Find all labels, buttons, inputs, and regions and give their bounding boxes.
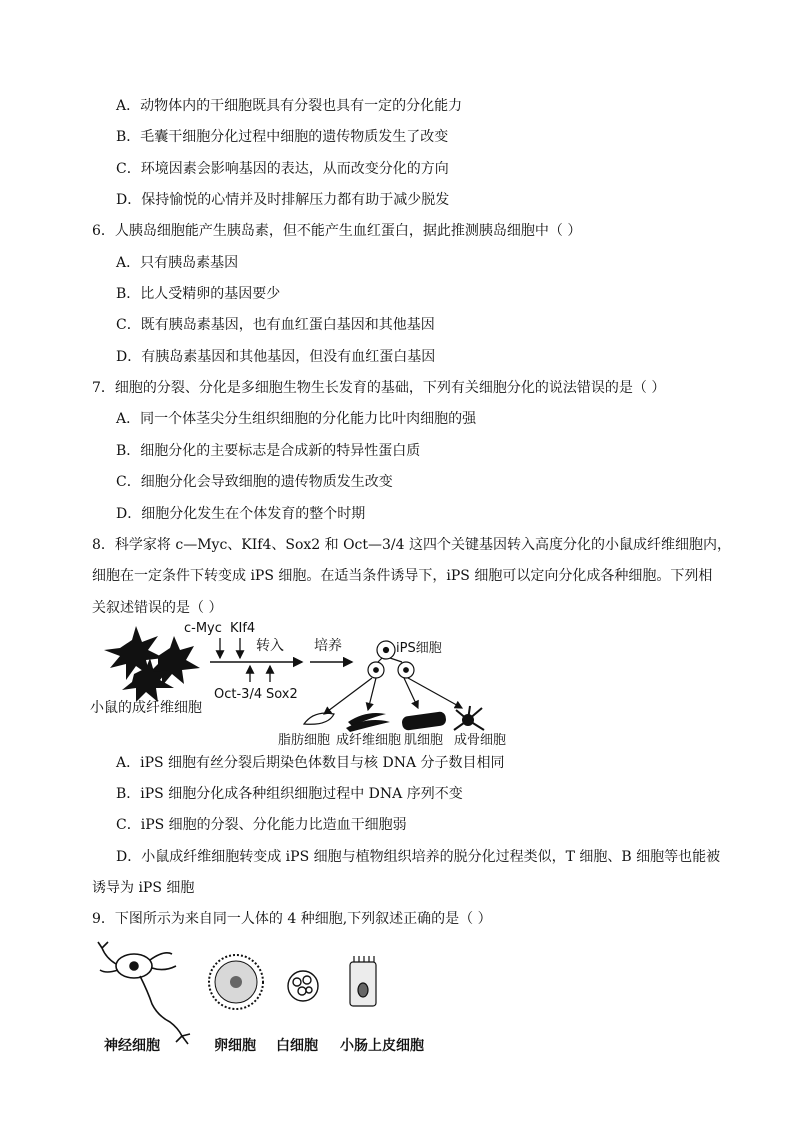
q8-option-d: D．小鼠成纤维细胞转变成 iPS 细胞与植物组织培养的脱分化过程类似，T 细胞、B 细胞等也能被 — [116, 849, 721, 865]
white-blood-cell-image — [288, 971, 318, 1001]
q9-stem: 9．下图所示为来自同一人体的 4 种细胞,下列叙述正确的是（ ） — [92, 911, 492, 927]
q7-option-d: D．细胞分化发生在个体发育的整个时期 — [116, 506, 366, 522]
q8-stem-line-2: 细胞在一定条件下转变成 iPS 细胞。在适当条件诱导下，iPS 细胞可以定向分化成各种细胞。下列相 — [92, 568, 713, 584]
q7-option-c: C．细胞分化会导致细胞的遗传物质发生改变 — [116, 474, 393, 490]
egg-cell-image — [209, 955, 263, 1009]
ips-cell-label: iPS细胞 — [396, 641, 442, 656]
q7-stem: 7．细胞的分裂、分化是多细胞生物生长发育的基础，下列有关细胞分化的说法错误的是（ ） — [92, 380, 666, 396]
ips-diagram — [90, 618, 530, 750]
q7-option-b: B．细胞分化的主要标志是合成新的特异性蛋白质 — [116, 443, 421, 459]
label-egg-cell: 卵细胞 — [214, 1038, 256, 1054]
target-label-fibroblast: 成纤维细胞 — [336, 733, 402, 748]
gene-oct-label: Oct-3/4 — [214, 687, 263, 702]
fibroblast-target-image — [346, 713, 390, 732]
muscle-cell-image — [401, 711, 447, 731]
q5-option-a: A．动物体内的干细胞既具有分裂也具有一定的分化能力 — [116, 98, 463, 114]
target-label-bone: 成骨细胞 — [454, 733, 507, 748]
label-intestinal-cell: 小肠上皮细胞 — [340, 1038, 424, 1054]
q8-option-d-continued: 诱导为 iPS 细胞 — [92, 880, 195, 896]
q8-option-a: A．iPS 细胞有丝分裂后期染色体数目与核 DNA 分子数目相同 — [116, 755, 505, 771]
nerve-cell-image — [98, 942, 190, 1044]
q8-option-b: B．iPS 细胞分化成各种组织细胞过程中 DNA 序列不变 — [116, 786, 463, 802]
q6-option-b: B．比人受精卵的基因要少 — [116, 286, 281, 302]
q6-stem: 6．人胰岛细胞能产生胰岛素，但不能产生血红蛋白，据此推测胰岛细胞中（ ） — [92, 223, 582, 239]
q7-option-a: A．同一个体茎尖分生组织细胞的分化能力比叶肉细胞的强 — [116, 411, 477, 427]
q6-option-d: D．有胰岛素基因和其他基因，但没有血红蛋白基因 — [116, 349, 436, 365]
q5-option-b: B．毛囊干细胞分化过程中细胞的遗传物质发生了改变 — [116, 129, 449, 145]
label-white-blood-cell: 白细胞 — [276, 1038, 318, 1054]
fibroblast-cluster-image — [104, 626, 200, 702]
culture-label: 培养 — [314, 638, 342, 654]
four-cells-diagram — [96, 940, 446, 1060]
fat-cell-image — [304, 713, 334, 724]
target-label-fat: 脂肪细胞 — [278, 733, 331, 748]
q5-option-d: D．保持愉悦的心情并及时排解压力都有助于减少脱发 — [116, 192, 450, 208]
q6-option-c: C．既有胰岛素基因，也有血红蛋白基因和其他基因 — [116, 317, 435, 333]
target-label-muscle: 肌细胞 — [404, 733, 444, 748]
transfer-label: 转入 — [256, 638, 284, 654]
gene-sox2-label: Sox2 — [266, 687, 298, 702]
label-nerve-cell: 神经细胞 — [104, 1038, 160, 1054]
q8-stem-line-1: 8．科学家将 c—Myc、KIf4、Sox2 和 Oct—3/4 这四个关键基因转入高度分化的小鼠成纤维细胞内， — [92, 537, 732, 553]
q8-option-c: C．iPS 细胞的分裂、分化能力比造血干细胞弱 — [116, 817, 407, 833]
bone-cell-image — [454, 706, 484, 730]
q6-option-a: A．只有胰岛素基因 — [116, 255, 239, 271]
q5-option-c: C．环境因素会影响基因的表达，从而改变分化的方向 — [116, 161, 449, 177]
intestinal-epithelial-cell-image — [350, 956, 376, 1006]
gene-c-myc-label: c-Myc — [184, 621, 222, 636]
gene-klf4-label: KIf4 — [230, 621, 256, 636]
q8-stem-line-3: 关叙述错误的是（ ） — [92, 600, 223, 616]
source-cell-label: 小鼠的成纤维细胞 — [90, 700, 202, 716]
